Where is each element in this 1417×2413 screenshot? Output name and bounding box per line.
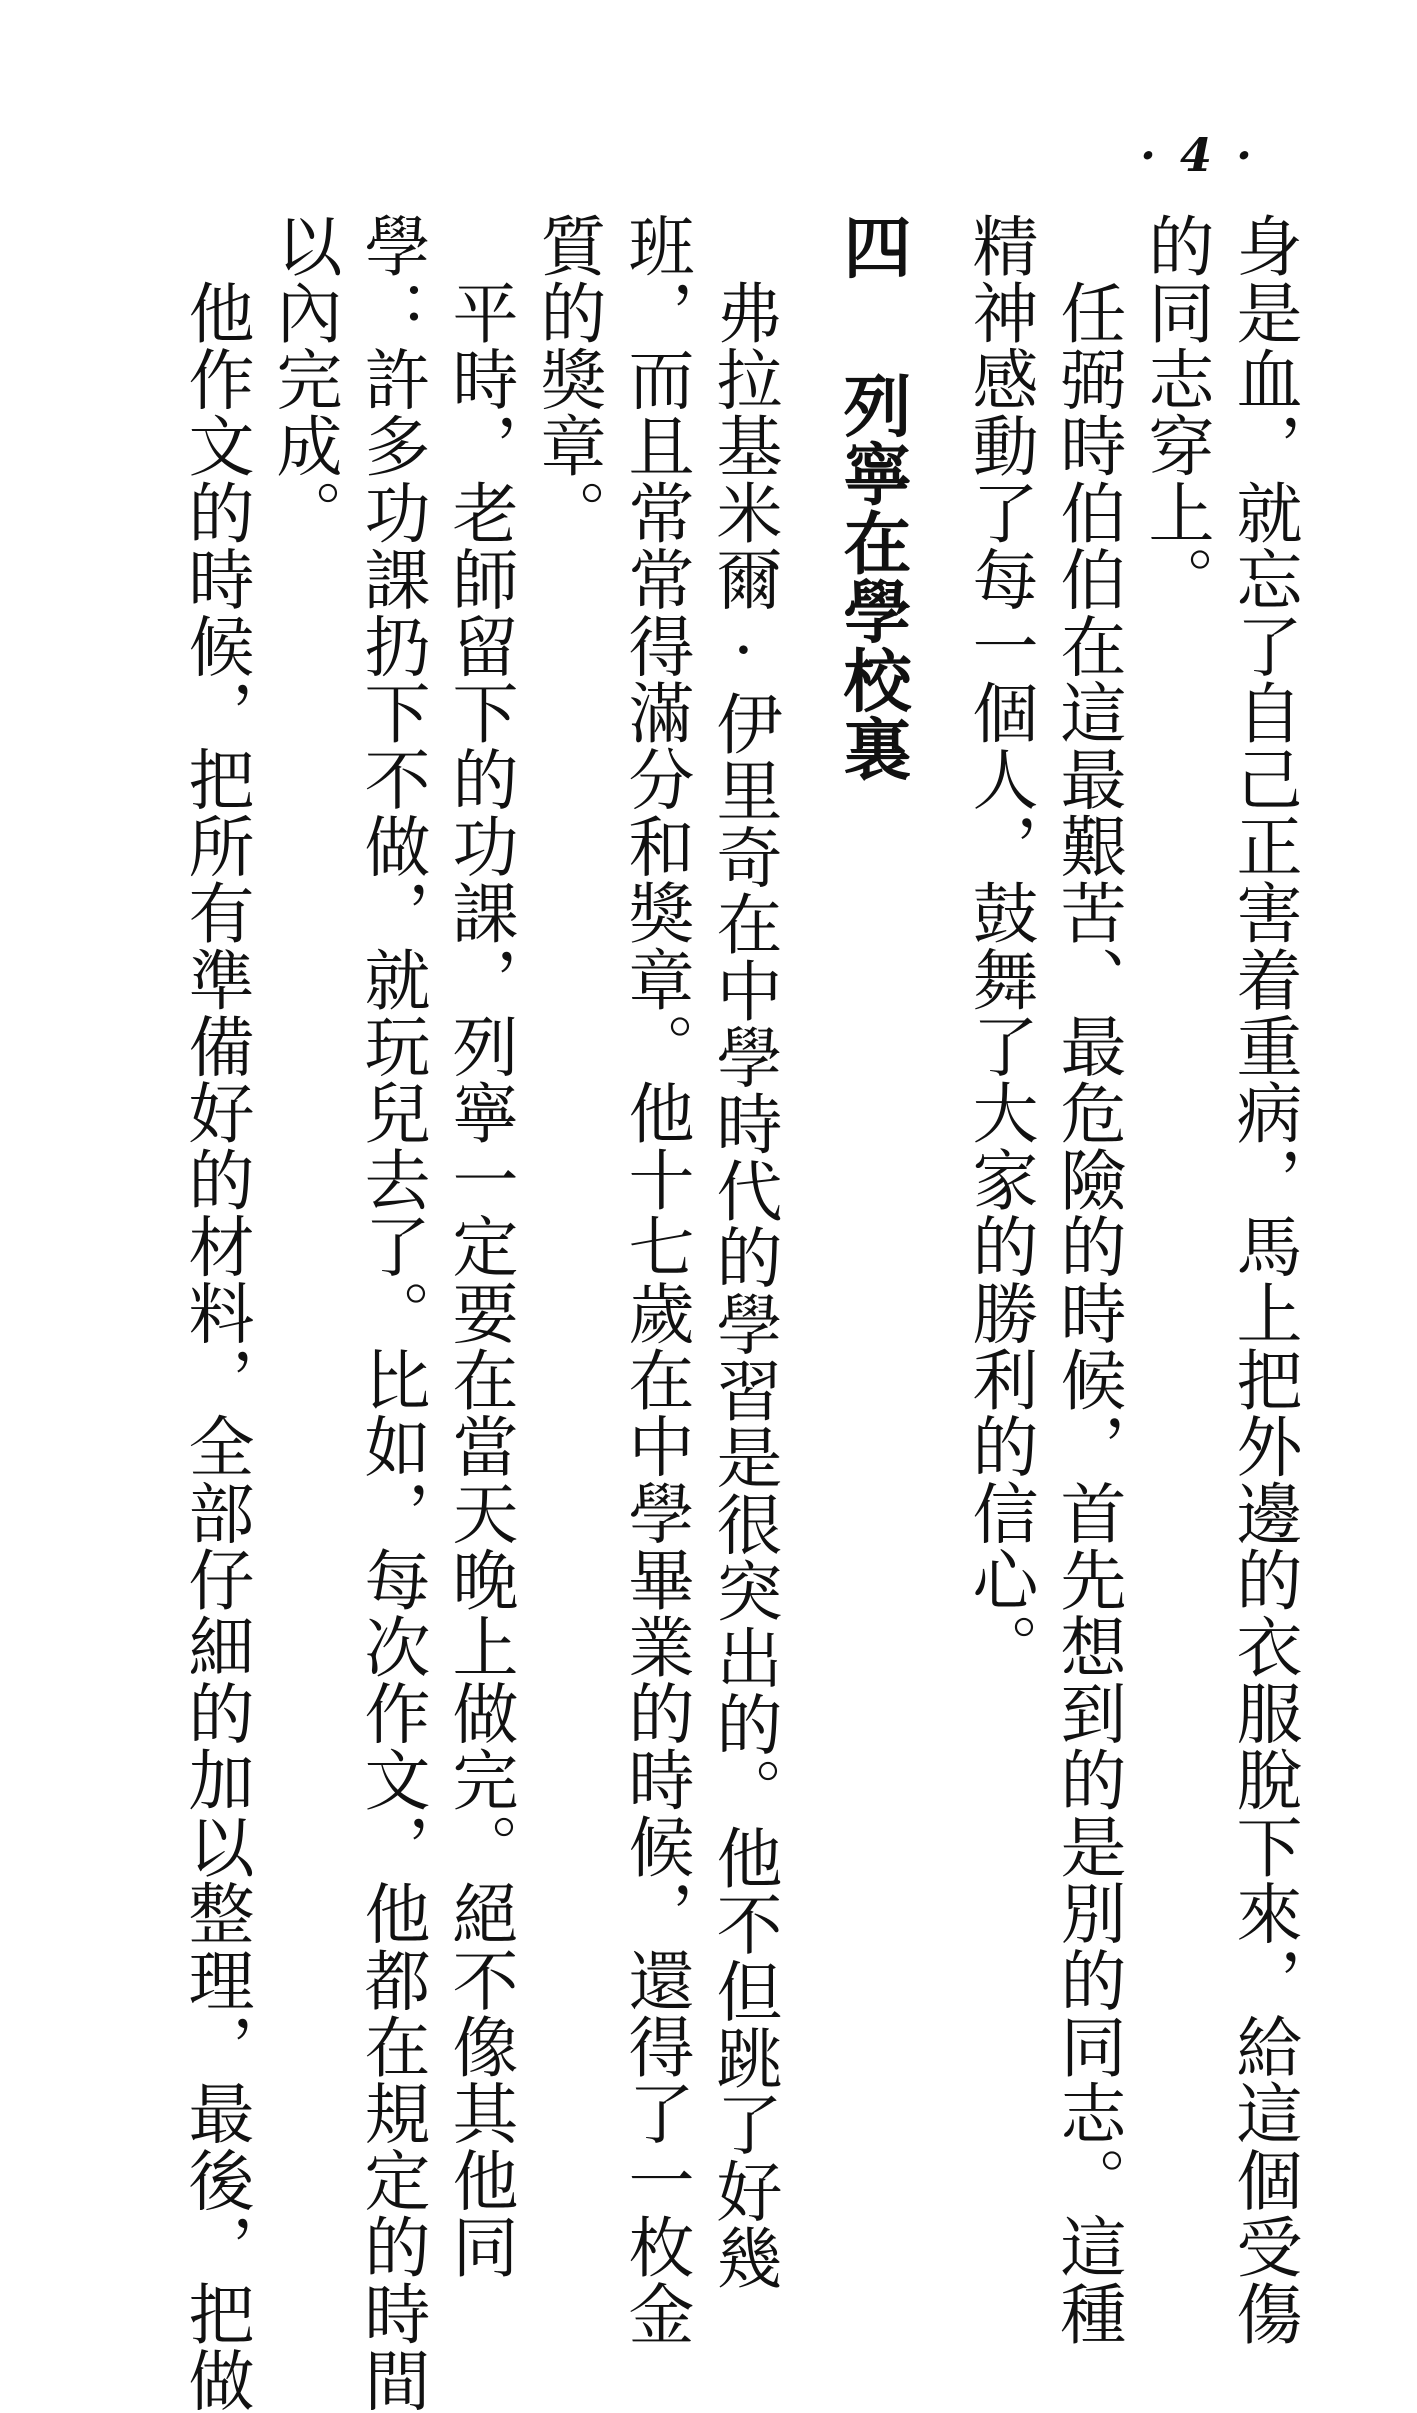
text-line: 學：許多功課扔下不做，就玩兒去了。比如，每次作文，他都在規定的時間 <box>353 212 430 2413</box>
page-number: · 4 · <box>1139 128 1257 182</box>
section-title: 列寧在學校裏 <box>832 370 911 783</box>
text-line: 質的獎章。 <box>529 212 606 546</box>
text-line: 的同志穿上。 <box>1137 212 1214 613</box>
text-line: 精神感動了每一個人，鼓舞了大家的勝利的信心。 <box>961 212 1038 1680</box>
text-line: 以內完成。 <box>265 212 342 546</box>
text-line: 他作文的時候，把所有準備好的材料，全部仔細的加以整理，最後，把做 <box>177 212 254 2413</box>
text-line: 弗拉基米爾·伊里奇在中學時代的學習是很突出的。他不但跳了好幾 <box>705 212 782 2291</box>
text-line: 平時，老師留下的功課，列寧一定要在當天晚上做完。絕不像其他同 <box>441 212 518 2280</box>
text-line: 任弼時伯伯在這最艱苦、最危險的時候，首先想到的是別的同志。這種 <box>1049 212 1126 2347</box>
text-line: 班，而且常常得滿分和獎章。他十七歲在中學畢業的時候，還得了一枚金 <box>617 212 694 2347</box>
section-number: 四 <box>832 212 911 281</box>
text-line: 身是血，就忘了自己正害着重病，馬上把外邊的衣服脫下來，給這個受傷 <box>1225 212 1302 2347</box>
section-heading <box>827 212 915 2012</box>
vertical-text-body <box>171 212 1307 2413</box>
